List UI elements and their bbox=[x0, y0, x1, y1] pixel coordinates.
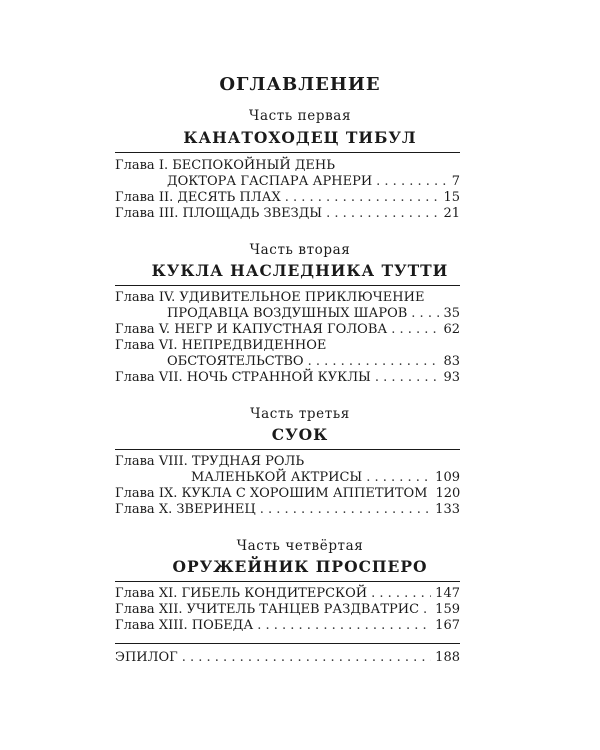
epilogue-divider bbox=[115, 643, 460, 644]
toc-entry[interactable] bbox=[115, 190, 460, 206]
chapter-title-cont: ДОКТОРА ГАСПАРА АРНЕРИ bbox=[167, 174, 373, 189]
part-4-label: Часть четвёртая bbox=[236, 538, 364, 554]
leader-dots bbox=[326, 206, 439, 222]
leader-dots bbox=[411, 306, 439, 322]
chapter-title: Глава III. ПЛОЩАДЬ ЗВЕЗДЫ bbox=[115, 206, 323, 221]
chapter-title: Глава XI. ГИБЕЛЬ КОНДИТЕРСКОЙ bbox=[115, 586, 368, 601]
page-number: 35 bbox=[443, 306, 460, 321]
leader-dots bbox=[285, 190, 440, 206]
part-3-label: Часть третья bbox=[250, 406, 350, 422]
toc-entry[interactable] bbox=[115, 370, 460, 386]
page-number: 167 bbox=[435, 618, 460, 633]
toc-entry[interactable] bbox=[115, 586, 460, 602]
page-number: 159 bbox=[435, 602, 460, 617]
chapter-title: Глава IX. КУКЛА С ХОРОШИМ АППЕТИТОМ bbox=[115, 486, 428, 501]
part-3-divider bbox=[115, 449, 460, 450]
leader-dots bbox=[366, 470, 431, 486]
chapter-title: Глава VIII. ТРУДНАЯ РОЛЬ bbox=[115, 454, 305, 469]
toc-entry[interactable] bbox=[115, 290, 460, 322]
chapter-title-cont: ОБСТОЯТЕЛЬСТВО bbox=[167, 354, 304, 369]
chapter-title-cont: МАЛЕНЬКОЙ АКТРИСЫ bbox=[191, 470, 363, 485]
toc-entry[interactable] bbox=[115, 486, 460, 502]
chapter-title: Глава IV. УДИВИТЕЛЬНОЕ ПРИКЛЮЧЕНИЕ bbox=[115, 290, 425, 305]
page-number: 62 bbox=[443, 322, 460, 337]
toc-entry[interactable] bbox=[115, 502, 460, 518]
leader-dots bbox=[423, 602, 431, 618]
toc-entry[interactable] bbox=[115, 338, 460, 370]
toc-entry[interactable] bbox=[115, 602, 460, 618]
page-number: 147 bbox=[435, 586, 460, 601]
leader-dots bbox=[260, 502, 431, 518]
leader-dots bbox=[308, 354, 440, 370]
toc-entry[interactable] bbox=[115, 322, 460, 338]
chapter-title: Глава II. ДЕСЯТЬ ПЛАХ bbox=[115, 190, 281, 205]
toc-entry[interactable] bbox=[115, 158, 460, 190]
page-number: 83 bbox=[443, 354, 460, 369]
leader-dots bbox=[391, 322, 439, 338]
page-number: 188 bbox=[435, 650, 460, 665]
toc-entry[interactable] bbox=[115, 618, 460, 634]
chapter-title: Глава XII. УЧИТЕЛЬ ТАНЦЕВ РАЗДВАТРИС bbox=[115, 602, 420, 617]
page-number: 93 bbox=[443, 370, 460, 385]
page-number: 120 bbox=[435, 486, 461, 501]
page-title: ОГЛАВЛЕНИЕ bbox=[219, 74, 381, 95]
leader-dots bbox=[371, 586, 431, 602]
chapter-title: Глава XIII. ПОБЕДА bbox=[115, 618, 254, 633]
leader-dots bbox=[375, 370, 440, 386]
chapter-title: Глава X. ЗВЕРИНЕЦ bbox=[115, 502, 256, 517]
page-number: 15 bbox=[443, 190, 460, 205]
toc-entry[interactable] bbox=[115, 206, 460, 222]
page-number: 21 bbox=[443, 206, 460, 221]
toc-entry-epilogue[interactable] bbox=[115, 650, 460, 666]
part-2-divider bbox=[115, 285, 460, 286]
toc-entry[interactable] bbox=[115, 454, 460, 486]
chapter-title: Глава VI. НЕПРЕДВИДЕННОЕ bbox=[115, 338, 327, 353]
part-4-title: ОРУЖЕЙНИК ПРОСПЕРО bbox=[172, 557, 428, 576]
chapter-title: Глава V. НЕГР И КАПУСТНАЯ ГОЛОВА bbox=[115, 322, 388, 337]
page-number: 133 bbox=[435, 502, 460, 517]
page-number: 109 bbox=[435, 470, 460, 485]
part-3-title: СУОК bbox=[271, 425, 329, 444]
part-1-divider bbox=[115, 152, 460, 153]
leader-dots bbox=[257, 618, 431, 634]
chapter-title: Глава I. БЕСПОКОЙНЫЙ ДЕНЬ bbox=[115, 158, 336, 173]
epilogue-title: ЭПИЛОГ bbox=[115, 650, 178, 665]
part-1-title: КАНАТОХОДЕЦ ТИБУЛ bbox=[183, 128, 417, 147]
leader-dots bbox=[376, 174, 448, 190]
leader-dots bbox=[182, 650, 431, 666]
part-2-label: Часть вторая bbox=[249, 242, 351, 258]
page-number: 7 bbox=[451, 174, 460, 189]
part-1-label: Часть первая bbox=[248, 108, 352, 124]
part-4-divider bbox=[115, 581, 460, 582]
part-2-title: КУКЛА НАСЛЕДНИКА ТУТТИ bbox=[151, 261, 449, 280]
chapter-title: Глава VII. НОЧЬ СТРАННОЙ КУКЛЫ bbox=[115, 370, 371, 385]
chapter-title-cont: ПРОДАВЦА ВОЗДУШНЫХ ШАРОВ bbox=[167, 306, 408, 321]
